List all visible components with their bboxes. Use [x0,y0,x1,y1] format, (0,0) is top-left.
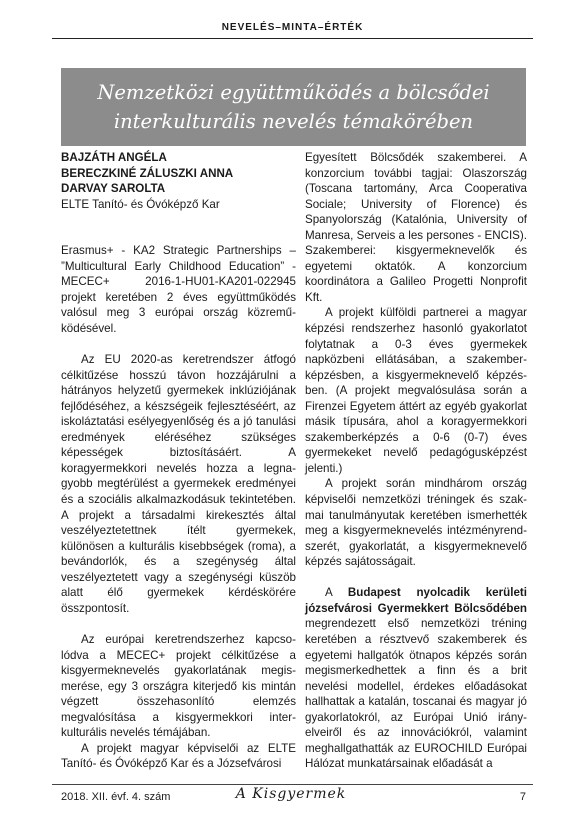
paragraph-mecec-goal: Az európai keretrendszerhez kapcsolódva a MECEC+ projekt célkitűzése a kisgyermeknevelés gyakorlatának megismerése, egy 3 országra kiterjedő kis mintán végzett összehasonlító elemzés megvalósítása a kisgyermekkori interkulturális nevelés témájában. [61,632,296,740]
page-number: 7 [519,791,526,803]
author-3: DARVAY SAROLTA [61,182,166,196]
paragraph-consortium: Egyesített Bölcsődék szakemberei. A konzorcium további tagjai: Olaszország (Toscana tartomány, Arca Cooperativa Sociale; University of Florence) és Spanyolország (Katalónia, University of Manresa, Serveis a les persones - ENCIS). Szakemberei: kisgyermeknevelők és egyetemi oktatók. A konzorcium koordinátora a Galileo Progetti Nonprofit Kft. [305,151,527,304]
article-title-banner [61,68,526,146]
paragraph-trainings: A projekt során mindhárom ország képviselői nemzetközi tréningek és szakmai tanulmányutak keretében ismerhették meg a kisgyermeknevelés intézményrendszerét, gyakorlatát, a kisgyermeknevelő képzés sajátosságait. [305,477,527,569]
footer-journal-name: A Kisgyermek [235,786,347,802]
author-1: BAJZÁTH ANGÉLA [61,151,167,164]
author-affiliation: ELTE Tanító- és Óvóképző Kar [61,197,220,211]
paragraph-project-intro: Erasmus+ - KA2 Strategic Partnerships – ”Multicultural Early Childhood Education” - MECEC+ 2016-1-HU01-KA201-022945 projekt keretében 2 éves együttműködés valósul meg 3 európai ország közreműködésével. [61,244,296,336]
author-2: BERECZKINÉ ZÁLUSZKI ANNA [61,166,234,180]
journal-section-header: NEVELÉS–MINTA–ÉRTÉK [221,22,364,33]
article-title-line-1: Nemzetközi együttműködés a bölcsődei [97,81,490,104]
right-column [305,150,527,772]
left-column [61,150,296,772]
paragraph-rest-text: megrendezett első nemzetközi tréning keretében a résztvevő szakemberek és egyetemi hallgatók ötnapos képzés során megismerkedhettek a finn és a brit nevelési modellel, érdekes előadásokat hallhattak a katalán, toscanai és magyar jó gyakorlatokról, az Európai Unió irányelveiről és az innovációkról, valamint meghallgathatták az EUROCHILD Európai Hálózat munkatársainak előadását a [305,617,527,771]
article-title-line-2: interkulturális nevelés témakörében [113,110,474,133]
paragraph-lead-text: A [325,586,348,600]
paragraph-hungarian-partners: A projekt magyar képviselői az ELTE Tanító- és Óvóképző Kar és a Józsefvárosi [61,741,296,771]
footer-divider [52,784,533,785]
venue-name: Budapest nyolcadik kerületi józsefvárosi Gyermekkert Bölcsődében [305,586,527,615]
paragraph-eu-framework: Az EU 2020-as keretrendszer átfogó célkitűzése hosszú távon hozzájárulni a hátrányos helyzetű gyermekek inklúziójának fejlődéséhez, a készségeik fejlesztéséért, az iskoláztatási esélyegyenlőség és a jó tanulási eredmények eléréséhez szükséges képességek biztosításáért. A koragyermekkori nevelés hozza a legnagyobb megtérülést a gyermekek eredményei és a szociális alkalmazkodásuk tekintetében. A projekt a társadalmi kirekesztés által veszélyeztetettnek ítélt gyermekek, különösen a kulturális kisebbségek (roma), a bevándorlók, és a szegénység által veszélyeztetett vagy a szegénységi küszöb alatt élő gyermekek kérdéskörére összpontosít. [61,353,296,615]
paragraph-budapest-training [305,585,527,772]
footer-issue: 2018. XII. évf. 4. szám [61,791,171,803]
paragraph-foreign-partners: A projekt külföldi partnerei a magyar képzési rendszerhez hasonló gyakorlatot folytatnak a 0-3 éves gyermekek napközbeni ellátásában, a szakemberképzésben, a kisgyermeknevelő képzésben. (A projekt megvalósulása során a Firenzei Egyetem áttért az egyéb gyakorlat másik típusára, ahol a koragyermekkori szakemberképzés a 0-6 (0-7) éves gyermekeket nevelő pedagógusképzést jelenti.) [305,306,527,475]
header-divider [52,38,533,39]
